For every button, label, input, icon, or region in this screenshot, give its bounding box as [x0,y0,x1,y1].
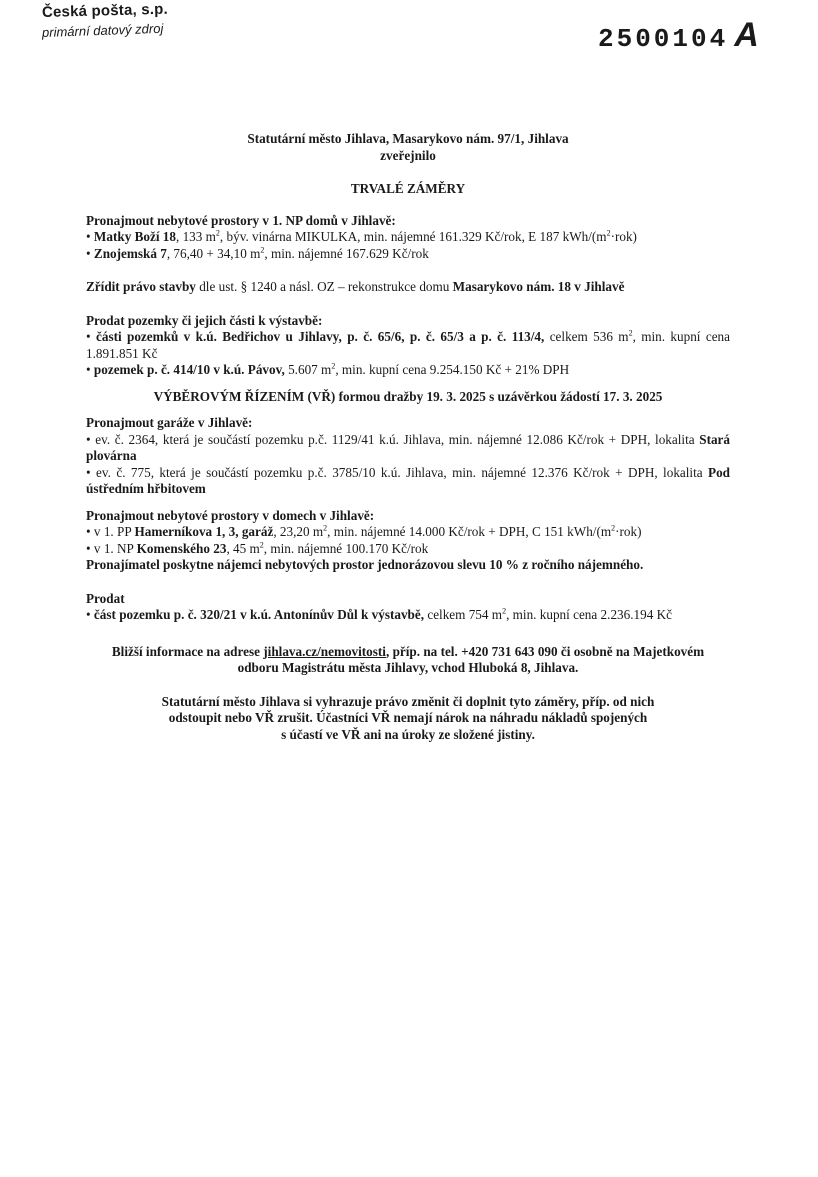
item-text: ev. č. 775, která je součástí pozemku p.č. 3785/10 k.ú. Jihlava, min. nájemné 12.376 Kč/rok + DPH, lokalita [96,464,709,480]
bullet: • [86,229,91,244]
item-text: , 23,20 m [273,524,324,539]
section-title: TRVALÉ ZÁMĚRY [350,181,466,196]
superscript: 2 [323,523,328,533]
paragraph-text: dle ust. § 1240 a násl. OZ – rekonstrukce domu [195,279,453,294]
list-item [86,329,730,362]
info-text: Bližší informace na adrese [111,643,264,659]
disclaimer-line-3: s účastí ve VŘ ani na úroky ze složené jistiny. [281,726,535,742]
disclaimer-line-1: Statutární město Jihlava si vyhrazuje právo změnit či doplnit tyto záměry, příp. od nich [161,693,655,709]
stamp-line-1: Česká pošta, s.p. [41,0,169,21]
document-number-digits: 2500104 [598,24,729,54]
item-bold: pozemek p. č. 414/10 v k.ú. Pávov, [93,362,285,377]
published-line: zveřejnilo [380,147,436,163]
bullet: • [86,464,91,480]
superscript: 2 [502,606,507,616]
superscript: 2 [606,228,611,238]
item-bold: Stará plovárna [86,431,731,463]
document-number [598,16,759,55]
item-text: v 1. NP [93,540,137,556]
list-item [86,362,730,379]
bullet: • [86,607,91,622]
building-right-paragraph [86,279,730,296]
item-text: , 45 m [226,540,260,556]
item-bold: Hamerníkova 1, 3, garáž [134,524,274,539]
item-text: ev. č. 2364, která je součástí pozemku p.č. 1129/41 k.ú. Jihlava, min. nájemné 12.086 Kč/rok + DPH, lokalita [95,431,700,447]
list-item [86,432,730,465]
paragraph-bold: Zřídit právo stavby [86,279,196,294]
list-item [86,229,730,246]
bullet: • [86,540,91,556]
info-text: , příp. na tel. +420 731 643 090 či osobně na Majetkovém odboru Magistrátu města Jihlavy, vchod Hluboká 8, Jihlava. [237,643,705,675]
item-text: , 76,40 + 34,10 m [166,245,261,261]
superscript: 2 [215,228,220,238]
item-bold: Pod ústředním hřbitovem [86,464,731,496]
item-text: , min. kupní cena 2.236.194 Kč [506,607,672,622]
item-text: celkem 536 m [544,329,629,344]
list-item [86,465,730,498]
postal-stamp [41,0,169,40]
list-item [86,524,730,541]
item-bold: Matky Boží 18 [93,229,176,244]
nemovitosti-link[interactable]: jihlava.cz/nemovitosti [263,643,386,659]
sale2-heading: Prodat [86,590,125,606]
document-body [86,131,730,743]
garages-heading: Pronajmout garáže v Jihlavě: [86,415,253,430]
item-bold: části pozemků v k.ú. Bedřichov u Jihlavy, p. č. 65/6, p. č. 65/3 a p. č. 113/4, [96,329,545,344]
superscript: 2 [331,361,336,371]
superscript: 2 [611,523,616,533]
lease1-heading: Pronajmout nebytové prostory v 1. NP domů v Jihlavě: [86,212,396,228]
superscript: 2 [628,328,633,338]
superscript: 2 [260,245,265,255]
tender-heading: VÝBĚROVÝM ŘÍZENÍM (VŘ) formou dražby 19. 3. 2025 s uzávěrkou žádostí 17. 3. 2025 [153,388,663,404]
document-number-suffix: A [734,16,759,54]
sale1-heading: Prodat pozemky či jejich části k výstavbě: [86,312,323,328]
bullet: • [86,524,91,539]
item-text: v 1. PP [93,524,135,539]
item-text: , min. nájemné 167.629 Kč/rok [264,245,429,261]
lease2-heading: Pronajmout nebytové prostory v domech v Jihlavě: [86,507,375,523]
item-text: , min. kupní cena 9.254.150 Kč + 21% DPH [335,362,570,377]
superscript: 2 [259,540,264,550]
item-bold: část pozemku p. č. 320/21 v k.ú. Antonínův Důl k výstavbě, [93,607,425,622]
bullet: • [86,362,91,377]
list-item [86,541,730,558]
item-text: , býv. vinárna MIKULKA, min. nájemné 161.329 Kč/rok, E 187 kWh/(m [219,229,607,244]
item-text: , min. nájemné 14.000 Kč/rok + DPH, C 151 kWh/(m [327,524,612,539]
bullet: • [86,329,91,344]
item-text: ·rok) [615,524,642,539]
list-item [86,607,730,624]
item-text: 5.607 m [284,362,332,377]
item-bold: Komenského 23 [136,540,227,556]
item-text: celkem 754 m [424,607,503,622]
item-bold: Znojemská 7 [93,245,167,261]
paragraph-bold: Masarykovo nám. 18 v Jihlavě [452,279,625,294]
bullet: • [86,245,91,261]
discount-note: Pronajímatel poskytne nájemci nebytových prostor jednorázovou slevu 10 % z ročního nájemného. [86,557,644,572]
item-text: , min. nájemné 100.170 Kč/rok [263,540,429,556]
item-text: , 133 m [175,229,216,244]
item-text: , min. kupní cena 1.891.851 Kč [86,329,731,361]
list-item [86,246,730,263]
bullet: • [86,431,91,447]
contact-info [96,644,720,677]
disclaimer-line-2: odstoupit nebo VŘ zrušit. Účastníci VŘ nemají nárok na náhradu nákladů spojených [168,710,648,725]
stamp-line-2: primární datový zdroj [41,20,164,40]
issuer-line: Statutární město Jihlava, Masarykovo nám. 97/1, Jihlava [247,131,569,146]
item-text: ·rok) [610,229,637,244]
